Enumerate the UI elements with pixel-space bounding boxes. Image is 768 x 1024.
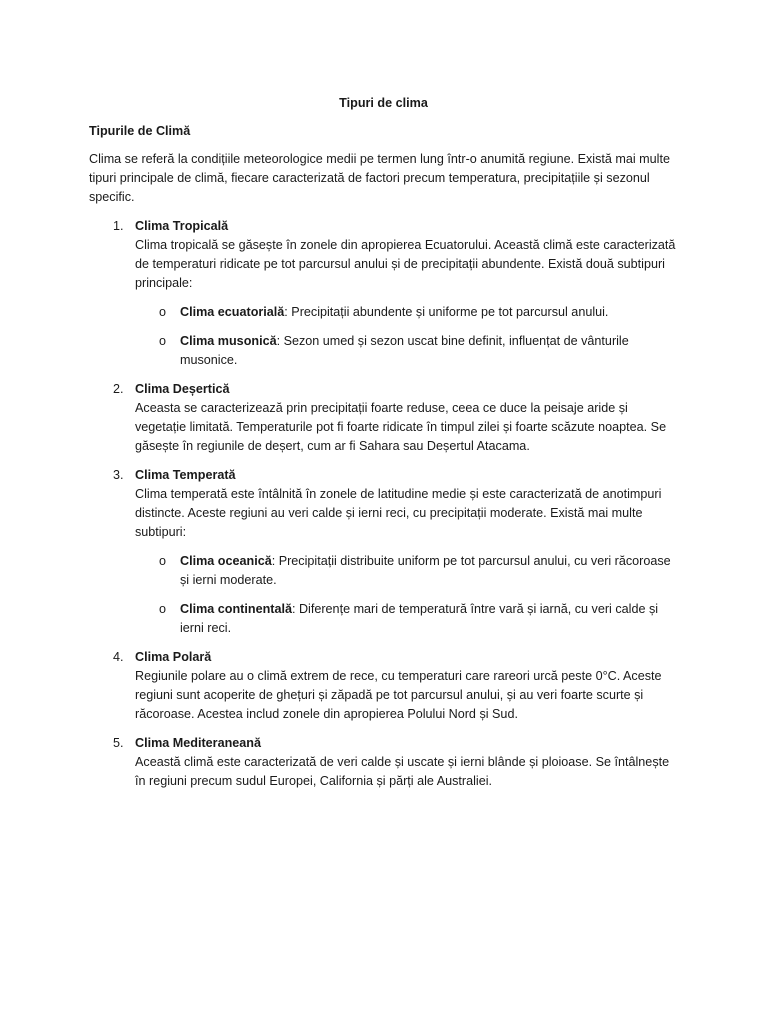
subtype-name: Clima ecuatorială [180, 305, 285, 319]
subtype-description: : Diferențe mari de temperatură între vară și iarnă, cu veri calde și ierni reci. [180, 602, 659, 635]
document-title: Tipuri de clima [339, 96, 428, 110]
climate-name: Clima Polară [135, 650, 212, 664]
climate-item [89, 648, 678, 724]
subtype-item [135, 600, 678, 638]
list-number: 4. [113, 650, 124, 664]
bullet-icon: o [159, 334, 167, 348]
climate-description: Clima temperată este întâlnită în zonele de latitudine medie și este caracterizată de anotimpuri distincte. Aceste regiuni au veri calde și ierni reci, cu precipitații moderate. Există mai multe subtipuri: [135, 487, 662, 539]
climate-name: Clima Mediteraneană [135, 736, 261, 750]
list-number: 2. [113, 382, 124, 396]
bullet-icon: o [159, 305, 167, 319]
climate-description: Aceasta se caracterizează prin precipitații foarte reduse, ceea ce duce la peisaje aride și vegetație limitată. Temperaturile pot fi foarte ridicate în timpul zilei și foarte scăzute noaptea. Se găsește în regiunile de deșert, cum ar fi Sahara sau Deșertul Atacama. [135, 401, 667, 453]
subtype-name: Clima oceanică [180, 554, 272, 568]
subtype-item [135, 332, 678, 370]
climate-item [89, 466, 678, 638]
subtype-description: : Sezon umed și sezon uscat bine definit, influențat de vânturile musonice. [180, 334, 629, 367]
bullet-icon: o [159, 602, 167, 616]
climate-name: Clima Tropicală [135, 219, 229, 233]
list-number: 5. [113, 736, 124, 750]
climate-list [89, 217, 678, 791]
climate-description: Regiunile polare au o climă extrem de rece, cu temperaturi care rareori urcă peste 0°C. Aceste regiuni sunt acoperite de ghețuri și zăpadă pe tot parcursul anului, și au veri foarte scurte și răcoroase. Acestea includ zonele din apropierea Polului Nord și Sud. [135, 669, 662, 721]
climate-name: Clima Temperată [135, 468, 236, 482]
climate-description: Această climă este caracterizată de veri calde și uscate și ierni blânde și ploioase. Se întâlnește în regiuni precum sudul Europei, California și părți ale Australiei. [135, 755, 670, 788]
subtype-name: Clima musonică [180, 334, 277, 348]
climate-item [89, 217, 678, 370]
subtype-description: : Precipitații distribuite uniform pe tot parcursul anului, cu veri răcoroase și ierni moderate. [180, 554, 671, 587]
climate-description: Clima tropicală se găsește în zonele din apropierea Ecuatorului. Această climă este caracterizată de temperaturi ridicate pe tot parcursul anului și de precipitații abundente. Există două subtipuri principale: [135, 238, 676, 290]
subtype-list [135, 552, 678, 638]
subtype-description: : Precipitații abundente și uniforme pe tot parcursul anului. [284, 305, 609, 319]
subtype-list [135, 303, 678, 370]
subtype-name: Clima continentală [180, 602, 292, 616]
list-number: 1. [113, 219, 124, 233]
list-number: 3. [113, 468, 124, 482]
section-heading: Tipurile de Climă [89, 124, 191, 138]
subtype-item [135, 303, 678, 322]
subtype-item [135, 552, 678, 590]
climate-item [89, 380, 678, 456]
intro-paragraph: Clima se referă la condițiile meteorologice medii pe termen lung într-o anumită regiune. Există mai multe tipuri principale de climă, fiecare caracterizată de factori precum temperatura, precipitațiile și sezonul specific. [89, 152, 670, 204]
climate-name: Clima Deșertică [135, 382, 230, 396]
bullet-icon: o [159, 554, 167, 568]
climate-item [89, 734, 678, 791]
